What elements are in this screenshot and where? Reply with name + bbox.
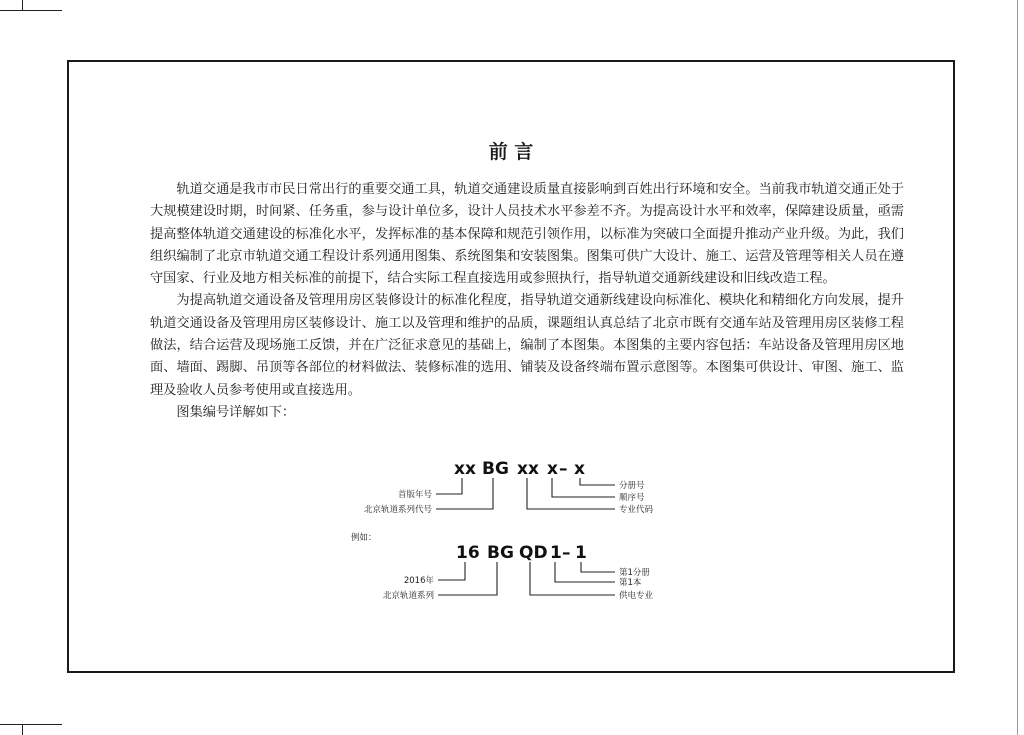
paragraph-1: 轨道交通是我市市民日常出行的重要交通工具，轨道交通建设质量直接影响到百姓出行环境和安全。当前我市轨道交通正处于大规模建设时期，时间紧、任务重，参与设计单位多，设计人员技术水平参差不齐。为提高设计水平和效率，保障建设质量，亟需提高整体轨道交通建设的标准化水平，发挥标准的基本保障和规范引领作用，以标准为突破口全面提升推动产业升级。为此，我们组织编制了北京市轨道交通工程设计系列通用图集、系统图集和安装图集。图集可供广大设计、施工、运营及管理等相关人员在遵守国家、行业及地方相关标准的前提下，结合实际工程直接选用或参照执行，指导轨道交通新线建设和旧线改造工程。 <box>150 182 904 287</box>
leader-major <box>527 478 615 509</box>
code-part-seq: x <box>547 459 558 479</box>
code-part-year: xx <box>454 459 476 479</box>
label-series: 北京轨道系列代号 <box>363 505 432 515</box>
code-part-dash: – <box>559 459 568 479</box>
example-label-series: 北京轨道系列 <box>382 591 434 601</box>
crop-mark-top-left-h <box>0 10 62 11</box>
example-intro: 例如： <box>351 533 377 543</box>
example-part-dash: – <box>562 543 571 563</box>
example-leader-year <box>438 562 465 580</box>
crop-mark-bottom-left-h <box>0 724 62 725</box>
page-title: 前 言 <box>488 141 534 163</box>
paragraph-2: 为提高轨道交通设备及管理用房区装修设计的标准化程度，指导轨道交通新线建设向标准化、模块化和精细化方向发展，提升轨道交通设备及管理用房区装修设计、施工以及管理和维护的品质，课题组认真总结了北京市既有交通车站及管理用房区装修工程做法，结合运营及现场施工反馈，并在广泛征求意见的基础上，编制了本图集。本图集的主要内容包括：车站设备及管理用房区地面、墙面、踢脚、吊顶等各部位的材料做法、装修标准的选用、铺装及设备终端布置示意图等。本图集可供设计、审图、施工、监理及验收人员参考使用或直接选用。 <box>150 293 904 398</box>
label-volume: 分册号 <box>619 481 645 491</box>
example-part-volume: 1 <box>575 543 587 563</box>
example-label-year: 2016年 <box>403 576 434 586</box>
example-leader-volume <box>581 562 615 572</box>
paragraph-3: 图集编号详解如下： <box>176 404 296 420</box>
leader-year <box>436 478 462 494</box>
example-part-year: 16 <box>456 543 480 563</box>
example-leader-major <box>530 562 615 595</box>
label-year: 首版年号 <box>397 490 432 500</box>
example-label-seq: 第1本 <box>619 578 642 588</box>
example-part-series: BG <box>487 543 514 563</box>
code-part-series: BG <box>482 459 509 479</box>
crop-mark-bottom-left-v <box>22 724 23 735</box>
example-part-seq: 1 <box>550 543 562 563</box>
leader-seq <box>552 478 615 497</box>
code-diagram <box>69 62 957 675</box>
label-major: 专业代码 <box>619 505 654 515</box>
leader-volume <box>580 478 615 485</box>
page-frame <box>67 60 955 673</box>
code-part-major: xx <box>517 459 539 479</box>
code-part-volume: x <box>574 459 585 479</box>
example-part-major: QD <box>519 543 548 563</box>
example-label-major: 供电专业 <box>619 591 654 601</box>
example-label-volume: 第1分册 <box>619 568 650 578</box>
label-seq: 顺序号 <box>619 493 645 503</box>
crop-mark-right-edge <box>1017 0 1018 735</box>
crop-mark-top-left-v <box>22 0 23 11</box>
example-leader-series <box>438 562 497 595</box>
